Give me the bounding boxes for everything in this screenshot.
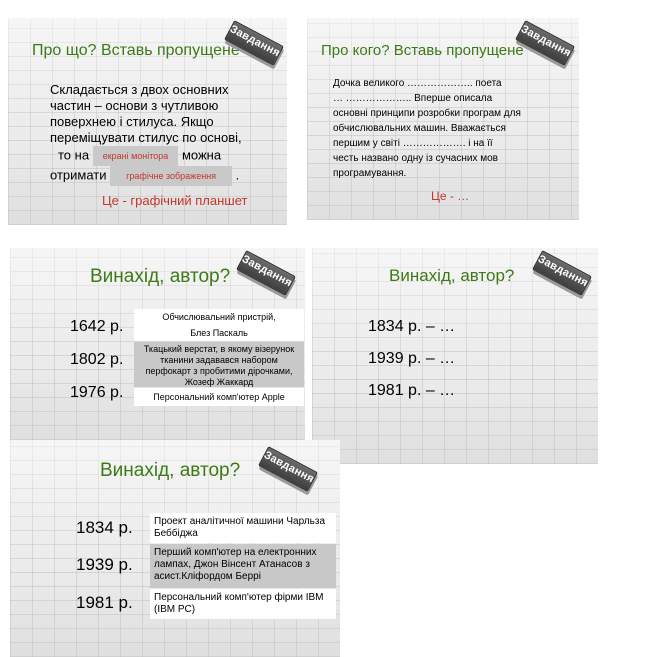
zavdannya-badge-icon: Завдання (529, 248, 594, 301)
year-1981: 1981 р. (76, 593, 133, 612)
zavdannya-badge-icon: Завдання (221, 18, 286, 71)
zavdannya-badge-icon: Завдання (512, 18, 577, 71)
line-suffix: . (235, 167, 240, 183)
invention-box-babbage (150, 513, 336, 543)
slide-1-line: поверхнею і стилуса. Якщо (50, 114, 214, 129)
slide-1 (8, 18, 287, 225)
year-1976: 1976 р. (70, 384, 124, 401)
slide-4 (312, 248, 598, 464)
invention-box-jacquard (134, 342, 304, 387)
slide-2-line: честь названо одну із сучасних мов (333, 153, 498, 164)
box-line: Персональний комп'ютер фірми IBM (IBM PC) (154, 592, 324, 615)
zavdannya-badge-icon: Завдання (233, 248, 298, 301)
slide-2 (307, 18, 579, 220)
invention-box-apple (134, 388, 304, 406)
slide-3 (10, 248, 305, 440)
slide-2-line: першим у світі ………………. і на її (333, 138, 493, 149)
slide-4-title: Винахід, автор? (389, 266, 515, 285)
line-prefix: отримати (50, 167, 107, 183)
slide-2-line: … ……………….. Вперше описала (333, 93, 493, 104)
slide-2-line: основні принципи розробки програм для (333, 108, 521, 119)
year-1834: 1834 р. (76, 518, 133, 537)
invention-box-atanasoff (150, 544, 336, 588)
slide-1-line: переміщувати стилус по основі, (50, 130, 242, 145)
box-line: Персональний комп'ютер Apple (153, 392, 285, 402)
blank-fill-image: графічне зображення (110, 166, 232, 186)
slide-1-title: Про що? Вставь пропущене (32, 42, 240, 59)
slide-1-line (50, 166, 285, 186)
slide-2-title: Про кого? Вставь пропущене (321, 42, 524, 59)
slide-3-title: Винахід, автор? (90, 266, 231, 287)
slide-1-line (58, 146, 285, 166)
year-1939-blank: 1939 р. – … (368, 350, 456, 367)
box-line: Блез Паскаль (190, 328, 248, 338)
slide-2-line: програмування. (333, 168, 407, 179)
zavdannya-badge-icon: Завдання (255, 441, 320, 497)
slide-1-line: частин – основи з чутливою (50, 98, 219, 113)
box-line: Обчислювальний пристрій, (162, 312, 276, 322)
line-suffix: можна (181, 147, 222, 163)
invention-box-ibm (150, 589, 336, 619)
year-1981-blank: 1981 р. – … (368, 382, 456, 399)
year-1939: 1939 р. (76, 555, 133, 574)
slide-2-answer: Це - … (431, 189, 470, 203)
slide-5 (10, 440, 340, 657)
box-line: Перший комп'ютер на електронних лампах, Джон Вінсент Атанасов з асист.Кліфордом Беррі (154, 547, 317, 582)
line-prefix: то на (58, 147, 90, 163)
year-1642: 1642 р. (70, 318, 124, 335)
slide-1-answer: Це - графічний планшет (102, 193, 248, 208)
blank-fill-screen: екрані монітора (93, 146, 179, 166)
slide-2-line: Дочка великого ……………….. поета (333, 78, 502, 89)
invention-box-pascal (134, 309, 304, 341)
slide-1-text (50, 82, 285, 186)
box-line: Ткацький верстат, в якому візерунок тканини задавався набором перфокарт з пробитими дірочками, Жозеф Жаккард (143, 344, 295, 387)
slide-5-title: Винахід, автор? (100, 460, 241, 481)
year-1834-blank: 1834 р. – … (368, 318, 456, 335)
box-line: Проект аналітичної машини Чарльза Беббіджа (154, 516, 326, 539)
slide-2-line: обчислювальних машин. Вважається (333, 123, 506, 134)
slide-1-line: Складається з двох основних (50, 82, 229, 97)
slide-2-text (333, 76, 573, 181)
year-1802: 1802 р. (70, 351, 124, 368)
